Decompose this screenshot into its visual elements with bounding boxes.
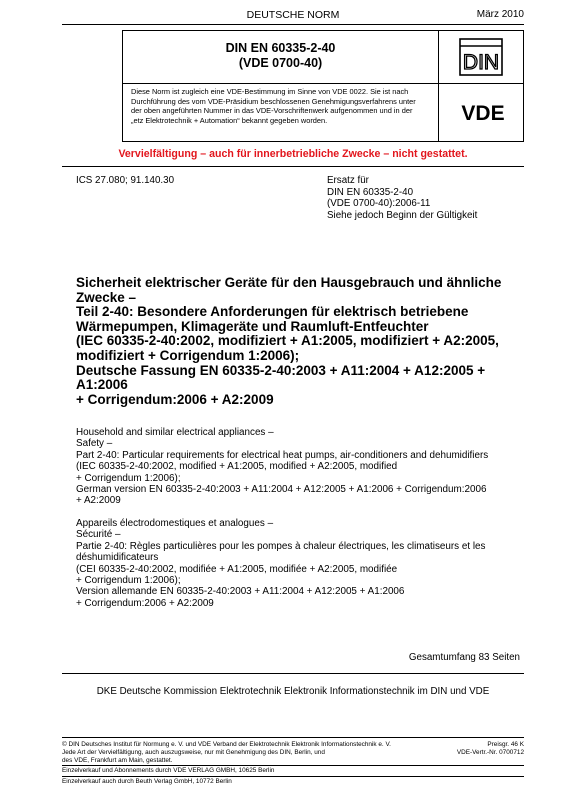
- norm-type: DEUTSCHE NORM: [246, 9, 340, 21]
- title-english-line: (IEC 60335-2-40:2002, modified + A1:2005, modified + A2:2005, modified: [76, 461, 398, 473]
- replacement-line: DIN EN 60335-2-40: [327, 186, 414, 198]
- total-pages: Gesamtumfang 83 Seiten: [408, 652, 520, 663]
- top-bar: [62, 8, 524, 25]
- title-french-line: déshumidificateurs: [76, 552, 159, 564]
- copyright-line: des VDE, Frankfurt am Main, gestattet.: [62, 756, 173, 764]
- title-french: [76, 518, 524, 609]
- copyright-line: Jede Art der Vervielfältigung, auch auszugsweise, nur mit Genehmigung des DIN, Berlin, und: [62, 748, 325, 756]
- title-french-line: Version allemande EN 60335-2-40:2003 + A11:2004 + A12:2005 + A1:2006: [76, 586, 405, 598]
- title-english-line: Safety –: [76, 438, 113, 450]
- title-english-line: Part 2-40: Particular requirements for electrical heat pumps, air-conditioners and dehumidifiers: [76, 449, 489, 461]
- title-german-line: + Corrigendum:2006 + A2:2009: [76, 391, 274, 407]
- din-logo-icon: [459, 38, 503, 76]
- title-german-line: Deutsche Fassung EN 60335-2-40:2003 + A11:2004 + A12:2005 + A1:2006: [76, 362, 486, 393]
- replacement-line: Ersatz für: [327, 175, 369, 186]
- vde-note-line: „etz Elektrotechnik + Automation“ bekannt gegeben worden.: [131, 115, 328, 125]
- committee: DKE Deutsche Kommission Elektrotechnik Elektronik Informationstechnik im DIN und VDE: [96, 686, 490, 697]
- order-number: VDE-Vertr.-Nr. 0700712: [456, 748, 524, 756]
- title-french-line: Partie 2-40: Règles particulières pour les pompes à chaleur électriques, les climatiseurs et les: [76, 540, 486, 552]
- price-group: Preisgr. 46 K: [487, 741, 524, 748]
- vde-note-line: Durchführung des vom VDE-Präsidium beschlossenen Genehmigungsverfahrens unter: [131, 96, 416, 106]
- ics-classification: ICS 27.080; 91.140.30: [76, 175, 175, 186]
- title-german: [76, 276, 524, 407]
- footer-divider: [62, 765, 524, 766]
- copyright: [62, 741, 422, 764]
- svg-text:DIN: DIN: [462, 51, 500, 74]
- svg-text:VDE: VDE: [461, 102, 505, 123]
- vde-logo-icon: [453, 101, 513, 123]
- din-number: DIN EN 60335-2-40: [225, 41, 336, 55]
- title-german-line: modifiziert + Corrigendum 1:2006);: [76, 347, 300, 363]
- title-english-line: Household and similar electrical appliances –: [76, 427, 274, 438]
- title-french-line: Sécurité –: [76, 529, 121, 541]
- title-box: [122, 30, 524, 142]
- vde-number: (VDE 0700-40): [238, 56, 323, 70]
- title-english-line: German version EN 60335-2-40:2003 + A11:2004 + A12:2005 + A1:2006 + Corrigendum:2006: [76, 484, 487, 496]
- replacement-line: Siehe jedoch Beginn der Gültigkeit: [327, 209, 478, 221]
- title-german-line: Sicherheit elektrischer Geräte für den Hausgebrauch und ähnliche: [76, 275, 502, 290]
- title-english: [76, 427, 524, 507]
- title-german-line: Wärmepumpen, Klimageräte und Raumluft-Entfeuchter: [76, 318, 429, 334]
- issue-date: März 2010: [476, 9, 524, 20]
- price-info: [457, 741, 524, 757]
- title-french-line: Appareils électrodomestiques et analogues –: [76, 518, 274, 529]
- copyright-line: © DIN Deutsches Institut für Normung e. V. und VDE Verband der Elektrotechnik Elektronik Informationstechnik e. V.: [62, 741, 391, 748]
- footer-divider: [62, 737, 524, 738]
- sales-beuth: Einzelverkauf auch durch Beuth Verlag GmbH, 10772 Berlin: [62, 778, 232, 785]
- reproduction-notice: Vervielfältigung – auch für innerbetriebliche Zwecke – nicht gestattet.: [118, 148, 468, 160]
- box-divider-horizontal: [123, 83, 523, 84]
- title-english-line: + Corrigendum 1:2006);: [76, 472, 181, 484]
- replacement-line: (VDE 0700-40):2006-11: [327, 198, 431, 209]
- divider: [62, 166, 524, 167]
- title-french-line: + Corrigendum:2006 + A2:2009: [76, 597, 214, 609]
- footer-divider: [62, 776, 524, 777]
- vde-note-line: der oben angeführten Nummer in das VDE-Vorschriftenwerk aufgenommen und in der: [131, 106, 413, 115]
- vde-note-line: Diese Norm ist zugleich eine VDE-Bestimmung im Sinne von VDE 0022. Sie ist nach: [131, 87, 409, 96]
- title-german-line: (IEC 60335-2-40:2002, modifiziert + A1:2005, modifiziert + A2:2005,: [76, 333, 499, 349]
- title-german-line: Zwecke –: [76, 289, 137, 305]
- title-french-line: (CEI 60335-2-40:2002, modifiée + A1:2005, modifiée + A2:2005, modifiée: [76, 563, 398, 575]
- divider: [62, 673, 524, 674]
- sales-vde: Einzelverkauf und Abonnements durch VDE VERLAG GMBH, 10625 Berlin: [62, 767, 275, 774]
- title-french-line: + Corrigendum 1:2006);: [76, 575, 181, 587]
- standard-number: [123, 41, 438, 71]
- replacement-info: [327, 175, 477, 221]
- title-german-line: Teil 2-40: Besondere Anforderungen für elektrisch betriebene: [76, 304, 469, 320]
- title-english-line: + A2:2009: [76, 495, 121, 507]
- vde-note: [131, 87, 431, 125]
- box-divider-vertical: [438, 31, 439, 141]
